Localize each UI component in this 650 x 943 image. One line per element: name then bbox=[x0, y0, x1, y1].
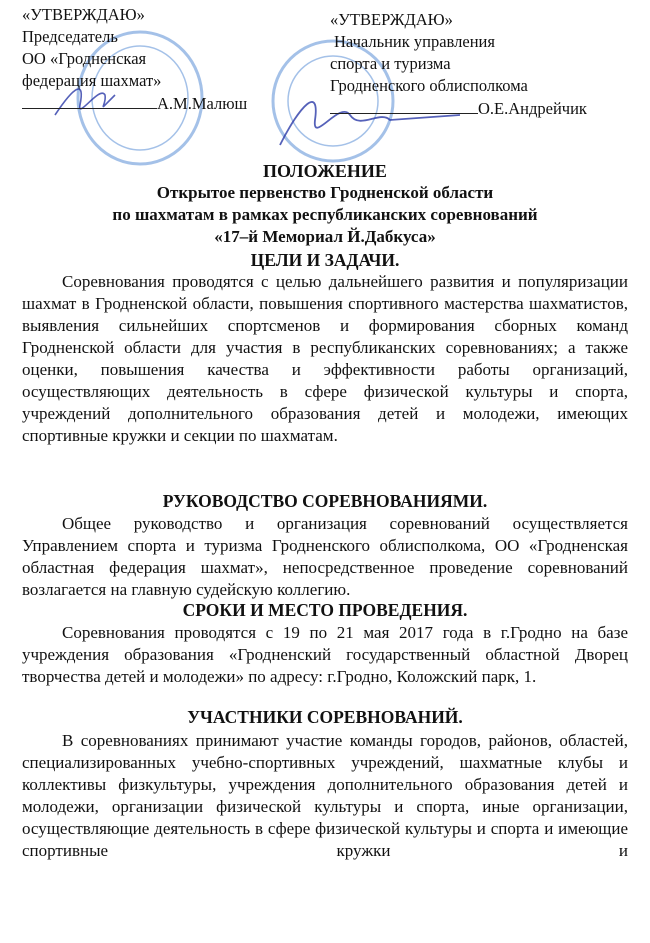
approval-line: ОО «Гродненская bbox=[22, 49, 147, 68]
section-paragraph: Соревнования проводятся с целью дальнейшего развития и популяризации шахмат в Гродненской области, повышения спортивного мастерства шахматистов, выявления сильнейших спортсменов и формирования сборных команд Гродненской области для участия в республиканских соревнованиях; а также оценки, повышения качества и эффективности работы организаций, осуществляющих деятельность в сфере физической культуры и спорта, учреждений дополнительного образования детей и молодежи, имеющих спортивные кружки и секции по шахматам. bbox=[22, 272, 628, 445]
approval-block-right bbox=[330, 9, 587, 120]
signature-line bbox=[22, 92, 157, 109]
title-line: по шахматам в рамках республиканских соревнований bbox=[112, 205, 538, 224]
signatory-name: О.Е.Андрейчик bbox=[478, 99, 587, 118]
section-paragraph: Общее руководство и организация соревнований осуществляется Управлением спорта и туризма Гродненского облисполкома, ОО «Гродненская областная федерация шахмат», непосредственное проведение соревнований возлагается на главную судейскую коллегию. bbox=[22, 514, 628, 599]
approval-line: спорта и туризма bbox=[330, 54, 451, 73]
section-heading: РУКОВОДСТВО СОРЕВНОВАНИЯМИ. bbox=[162, 491, 488, 511]
document-title bbox=[0, 160, 650, 248]
approval-block-left bbox=[22, 4, 247, 115]
signatory-name: А.М.Малюш bbox=[157, 94, 248, 113]
section-heading: ЦЕЛИ И ЗАДАЧИ. bbox=[250, 250, 400, 270]
approval-line: Председатель bbox=[22, 27, 118, 46]
approval-line: федерация шахмат» bbox=[22, 71, 162, 90]
title-line: Открытое первенство Гродненской области bbox=[156, 183, 494, 202]
section-heading: УЧАСТНИКИ СОРЕВНОВАНИЙ. bbox=[187, 707, 463, 727]
signature-line bbox=[330, 97, 478, 114]
approval-line: Гродненского облисполкома bbox=[330, 76, 528, 95]
section-paragraph: В соревнованиях принимают участие команды городов, районов, областей, специализированных учебно-спортивных учреждений, шахматные клубы и коллективы физкультуры, учреждения дополнительного образования детей и молодежи, организации физической культуры и спорта, иные организации, осуществляющие деятельность в сфере физической культуры и спорта и имеющие спортивные кружки и bbox=[22, 731, 628, 860]
section-paragraph: Соревнования проводятся с 19 по 21 мая 2017 года в г.Гродно на базе учреждения образования «Гродненский государственный областной Дворец творчества детей и молодежи» по адресу: г.Гродно, Коложский парк, 1. bbox=[22, 623, 628, 686]
approval-heading: «УТВЕРЖДАЮ» bbox=[22, 5, 145, 24]
title-main: ПОЛОЖЕНИЕ bbox=[263, 161, 387, 181]
title-line: «17–й Мемориал Й.Дабкуса» bbox=[214, 227, 436, 246]
approval-line: Начальник управления bbox=[334, 32, 495, 51]
approval-heading: «УТВЕРЖДАЮ» bbox=[330, 10, 453, 29]
section-heading: СРОКИ И МЕСТО ПРОВЕДЕНИЯ. bbox=[182, 600, 468, 620]
